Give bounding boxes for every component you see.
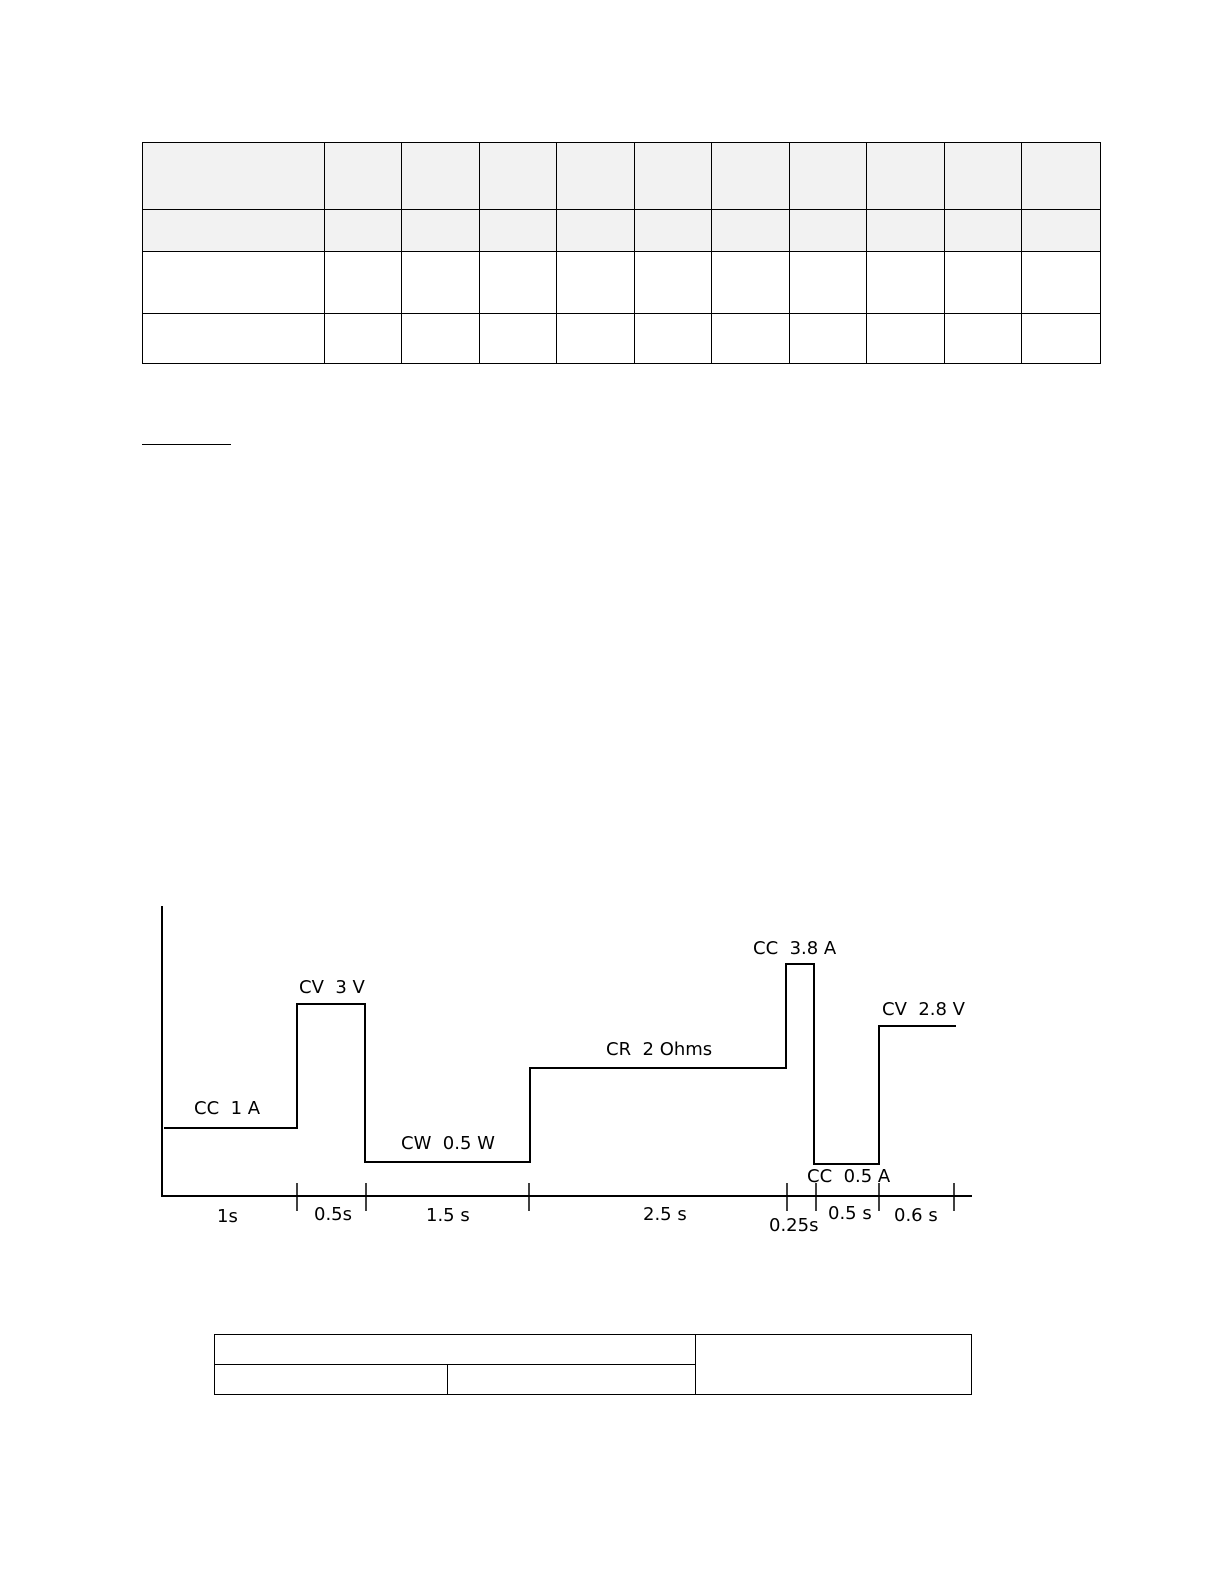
table-cell [635,252,712,314]
segment-label-cr-2-ohms: CR 2 Ohms [606,1039,713,1060]
table-cell [1022,252,1101,314]
table-cell [790,210,867,252]
table-cell [712,210,790,252]
duration-label-2-5s: 2.5 s [643,1204,687,1225]
table-cell [480,252,557,314]
table-row [143,314,1101,364]
table-cell [945,143,1022,210]
table-cell [712,314,790,364]
table-cell [945,252,1022,314]
table-cell [480,314,557,364]
segment-label-cc-0-5a: CC 0.5 A [807,1166,891,1187]
table-cell [945,210,1022,252]
summary-table [214,1334,972,1395]
table-cell [790,143,867,210]
table-row [215,1335,972,1365]
table-cell [402,210,480,252]
table-cell [143,314,325,364]
table-cell [635,210,712,252]
table-cell [635,143,712,210]
table-cell [1022,314,1101,364]
table-cell [557,210,635,252]
table-cell [867,143,945,210]
table-row [143,252,1101,314]
x-axis-ticks [297,1183,954,1211]
segment-label-cc-1a: CC 1 A [194,1098,261,1119]
heading-underline [142,444,231,445]
table-cell [143,143,325,210]
table-cell [867,210,945,252]
segment-label-cv-3v: CV 3 V [299,977,365,998]
table-cell [712,143,790,210]
table-cell [402,143,480,210]
table-cell [480,210,557,252]
duration-label-0-5-s: 0.5 s [828,1203,872,1224]
table-cell [1022,143,1101,210]
table-header-row [143,143,1101,210]
segment-label-cc-3-8a: CC 3.8 A [753,938,837,959]
table-cell [712,252,790,314]
table-cell [143,210,325,252]
duration-label-0-6s: 0.6 s [894,1205,938,1226]
table-cell [325,210,402,252]
table-cell [1022,210,1101,252]
table-cell [402,314,480,364]
table-cell [635,314,712,364]
duration-label-0-25s: 0.25s [769,1215,819,1236]
spec-table [142,142,1101,364]
table-cell [867,314,945,364]
table-cell [557,143,635,210]
table-cell [945,314,1022,364]
duration-label-1s: 1s [217,1206,238,1227]
table-cell [696,1335,972,1395]
table-cell [557,314,635,364]
table-cell [790,252,867,314]
table-cell [143,252,325,314]
table-cell [557,252,635,314]
waveform-trace [164,964,956,1164]
segment-label-cv-2-8v: CV 2.8 V [882,999,965,1020]
table-cell [325,314,402,364]
table-cell [790,314,867,364]
table-cell [402,252,480,314]
table-cell [448,1365,696,1395]
duration-label-0-5s: 0.5s [314,1204,353,1225]
table-cell [480,143,557,210]
table-subheader-row [143,210,1101,252]
table-cell [325,143,402,210]
table-cell [867,252,945,314]
table-cell [325,252,402,314]
table-cell [215,1365,448,1395]
segment-label-cw-0-5w: CW 0.5 W [401,1133,495,1154]
table-cell [215,1335,696,1365]
duration-label-1-5s: 1.5 s [426,1205,470,1226]
